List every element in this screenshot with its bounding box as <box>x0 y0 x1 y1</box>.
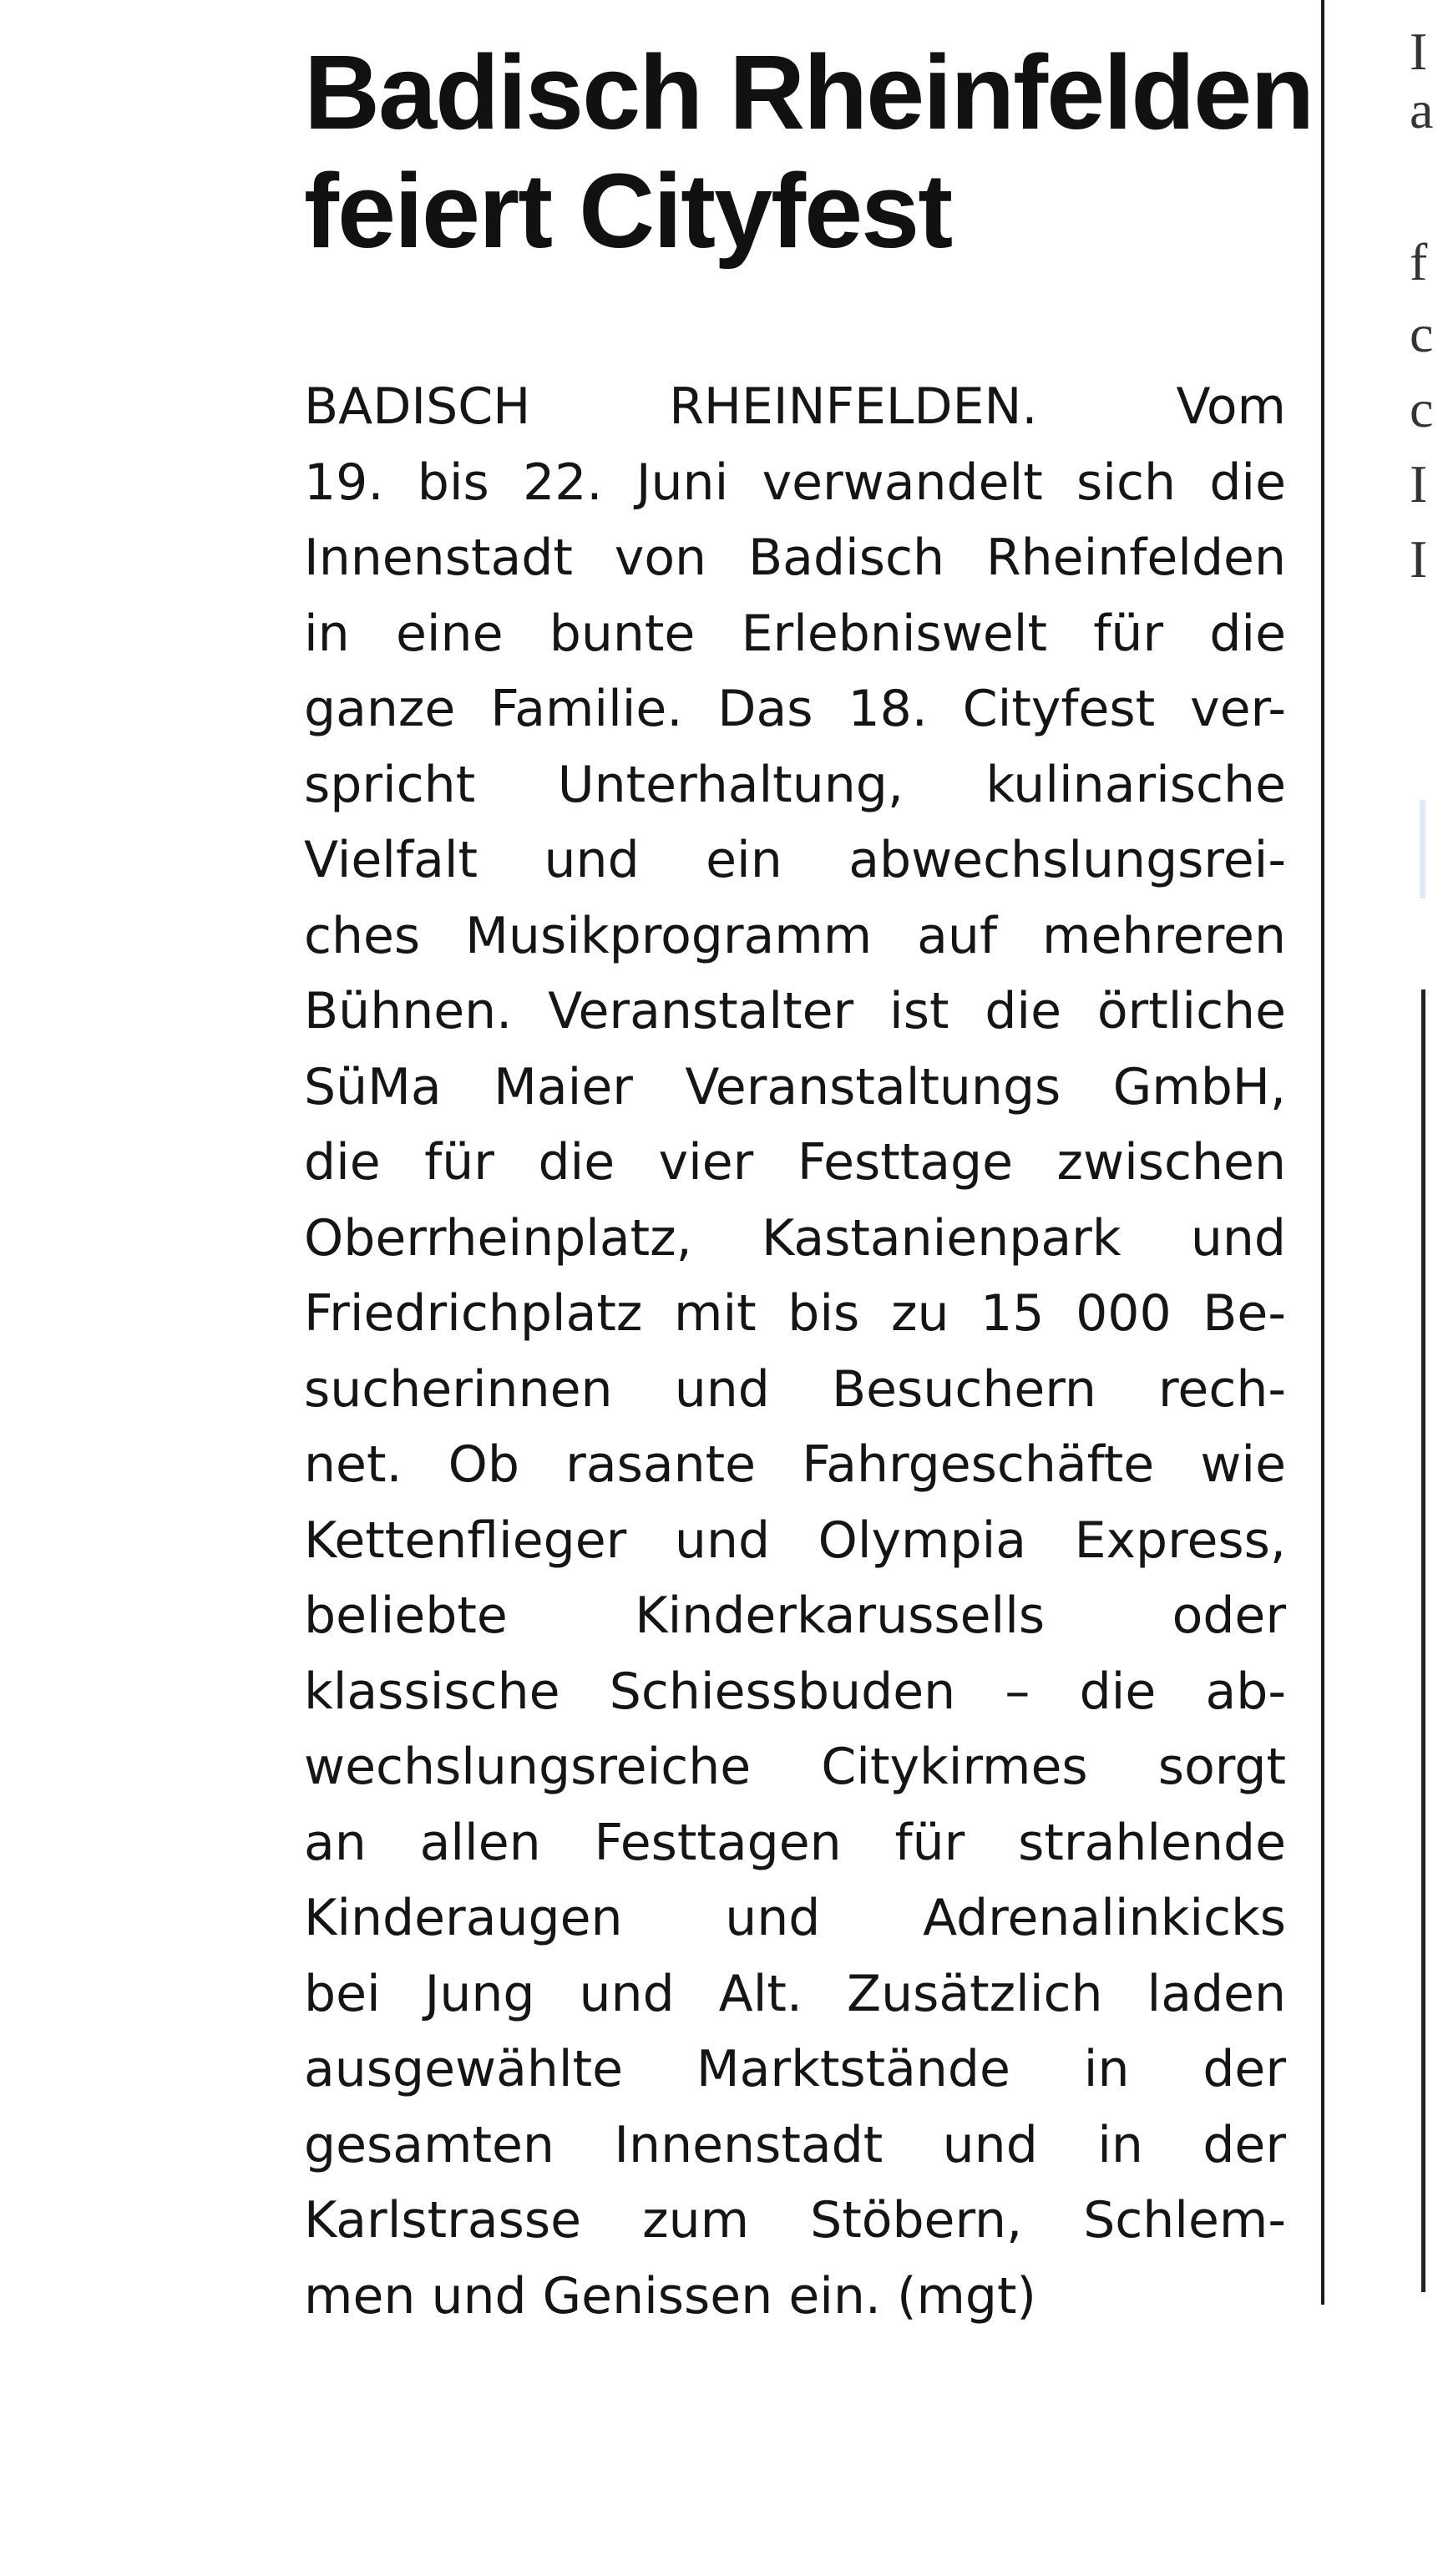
headline-line: Badisch Rheinfelden <box>304 33 1314 151</box>
neighbor-column-fragment: f <box>1410 232 1428 291</box>
neighbor-box-rule <box>1421 989 1425 2292</box>
body-line: Karlstrasse zum Stöbern, Schlem- <box>304 2191 1286 2250</box>
neighbor-column-fragment: c <box>1410 379 1434 438</box>
body-line: Friedrichplatz mit bis zu 15 000 Be- <box>304 1284 1286 1343</box>
body-line: bei Jung und Alt. Zusätzlich laden <box>304 1964 1286 2023</box>
body-line: Vielfalt und ein abwechslungsrei- <box>304 831 1286 889</box>
body-line: Innenstadt von Badisch Rheinfelden <box>304 529 1286 587</box>
body-line: net. Ob rasante Fahrgeschäfte wie <box>304 1435 1286 1494</box>
neighbor-column-fragment: a <box>1410 80 1434 139</box>
body-line: beliebte Kinderkarussells oder <box>304 1587 1286 1645</box>
body-line: die für die vier Festtage zwischen <box>304 1133 1286 1192</box>
neighbor-column-fragment: I <box>1410 454 1428 514</box>
body-line: Bühnen. Veranstalter ist die örtliche <box>304 982 1286 1040</box>
body-line: wechslungsreiche Citykirmes sorgt <box>304 1738 1286 1796</box>
neighbor-tint-box <box>1420 800 1425 898</box>
body-line: gesamten Innenstadt und in der <box>304 2115 1286 2174</box>
body-line: 19. bis 22. Juni verwandelt sich die <box>304 453 1286 512</box>
body-line: men und Genissen ein. (mgt) <box>304 2266 1036 2325</box>
article-headline <box>304 33 1314 271</box>
neighbor-column-fragment: I <box>1410 529 1428 589</box>
body-line: ganze Familie. Das 18. Cityfest ver- <box>304 680 1286 738</box>
body-line: Kettenflieger und Olympia Express, <box>304 1511 1286 1570</box>
headline-line: feiert Cityfest <box>304 152 952 270</box>
neighbor-column-fragment: c <box>1410 304 1434 363</box>
body-line: sucherinnen und Besuchern rech- <box>304 1359 1286 1419</box>
neighbor-column-fragment: I <box>1410 22 1428 81</box>
article <box>304 33 1314 2334</box>
body-line: BADISCH RHEINFELDEN. Vom <box>304 377 1286 436</box>
body-line: Kinderaugen und Adrenalinkicks <box>304 1889 1286 1947</box>
body-line: klassische Schiessbuden – die ab- <box>304 1662 1286 1721</box>
article-body <box>304 369 1286 2334</box>
body-line: Oberrheinplatz, Kastanienpark und <box>304 1208 1286 1268</box>
body-line: SüMa Maier Veranstaltungs GmbH, <box>304 1057 1286 1116</box>
body-line: spricht Unterhaltung, kulinarische <box>304 755 1286 814</box>
body-line: in eine bunte Erlebniswelt für die <box>304 604 1286 663</box>
column-divider-rule <box>1321 0 1324 2305</box>
body-line: ches Musikprogramm auf mehreren <box>304 906 1286 965</box>
body-line: ausgewählte Marktstände in der <box>304 2040 1286 2098</box>
body-line: an allen Festtagen für strahlende <box>304 1813 1286 1872</box>
